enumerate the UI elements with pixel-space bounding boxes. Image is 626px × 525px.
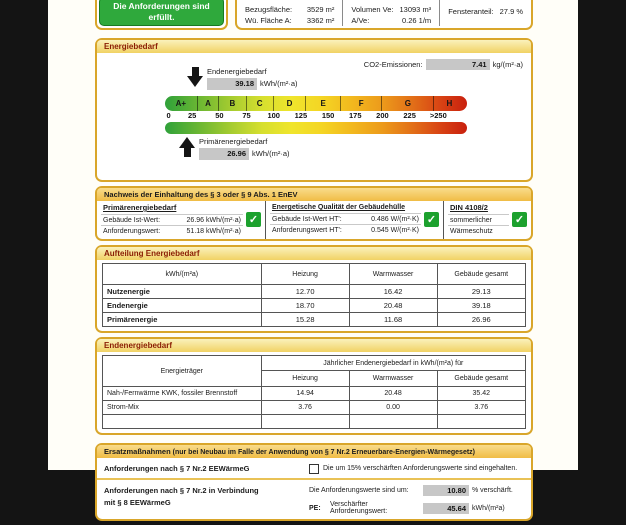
pe-label: PE: — [309, 504, 321, 512]
arrow-down-icon — [187, 67, 203, 87]
field-volumen — [351, 5, 431, 14]
section-aufteilung — [95, 245, 533, 333]
col-header-heizung: Heizung — [261, 264, 349, 285]
nachweis-din-4108 — [443, 201, 531, 239]
row-label: Strom-Mix — [103, 401, 262, 415]
class-segment: B — [219, 96, 246, 111]
span-header: Jährlicher Endenergiebedarf in kWh/(m²a) für — [261, 356, 525, 371]
tick-label: 225 — [403, 111, 416, 120]
cell-value: 12.70 — [261, 285, 349, 299]
primaerenergie-unit: kWh/(m²·a) — [252, 148, 290, 158]
nachweis-primaerenergiebedarf — [97, 201, 265, 239]
section-title — [97, 445, 531, 458]
gradient-band — [165, 122, 467, 134]
endenergie-annotation — [207, 67, 298, 90]
field-value: 3529 m² — [306, 5, 335, 14]
nachweis-body — [97, 201, 531, 239]
nachweis-row — [270, 213, 421, 224]
ersatz-row-2 — [97, 480, 531, 525]
row-label: Nah-/Fernwärme KWK, fossiler Brennstoff — [103, 387, 262, 401]
tick-label: 200 — [376, 111, 389, 120]
requirement-label-line2: mit § 8 EEWärmeG — [104, 497, 171, 507]
check-icon: ✓ — [246, 212, 261, 227]
cell-value: 3.76 — [261, 401, 349, 415]
field-ave — [351, 16, 431, 25]
section-title: Aufteilung Energiebedarf — [97, 247, 531, 260]
cell-value: 20.48 — [349, 387, 437, 401]
status-badge: Die Anforderungen sind erfüllt. — [99, 0, 224, 26]
col-header-warmwasser: Warmwasser — [349, 371, 437, 387]
row-label — [103, 415, 262, 429]
requirement-check-line — [309, 464, 524, 474]
class-segment: F — [341, 96, 382, 111]
tick-label: 50 — [215, 111, 224, 120]
cell-value: 26.96 — [437, 313, 525, 327]
tick-label: 125 — [294, 111, 308, 120]
endenergie-label: Endenergiebedarf — [207, 67, 267, 76]
field-bezugsflaeche — [245, 5, 334, 14]
energiebedarf-body — [97, 53, 531, 182]
arrow-stem — [192, 67, 199, 76]
field-label: Wü. Fläche A: — [245, 16, 292, 25]
primaerenergie-annotation — [199, 137, 290, 160]
efficiency-class-band — [165, 96, 467, 111]
nachweis-row — [448, 225, 509, 236]
section-title-bold: Ersatzmaßnahmen — [104, 447, 171, 456]
nachweis-row — [270, 224, 421, 235]
class-segment: A — [198, 96, 220, 111]
table-row — [103, 313, 526, 327]
verschaerfung-unit: % verschärft. — [472, 487, 513, 495]
table-row — [103, 285, 526, 299]
certificate-content — [95, 0, 533, 521]
co2-emissions-line — [364, 59, 523, 70]
class-segment: C — [247, 96, 274, 111]
column-header: Primärenergiebedarf — [103, 203, 177, 212]
table-row — [103, 401, 526, 415]
endenergie-value-line — [207, 78, 298, 90]
row-label: Primärenergie — [103, 313, 262, 327]
requirement-label: Anforderungen nach § 7 Nr.2 EEWärmeG — [104, 464, 250, 473]
pe-unit: kWh/(m²a) — [472, 504, 505, 512]
table-row — [103, 299, 526, 313]
table-header-row — [103, 264, 526, 285]
col-header-heizung: Heizung — [261, 371, 349, 387]
co2-unit: kg/(m²·a) — [492, 60, 523, 69]
row-value: 51.18 kWh/(m²·a) — [186, 227, 241, 235]
nachweis-row — [101, 225, 243, 236]
cell-value: 18.70 — [261, 299, 349, 313]
section-endenergiebedarf — [95, 337, 533, 435]
table-row — [103, 387, 526, 401]
endenergie-marker — [187, 67, 298, 90]
field-value: 0.26 1/m — [402, 16, 432, 25]
co2-label: CO2-Emissionen: — [363, 60, 423, 69]
cell-value: 3.76 — [437, 401, 525, 415]
tick-label: 150 — [321, 111, 335, 120]
cell-value — [261, 415, 349, 429]
tick-label: 175 — [348, 111, 362, 120]
requirement-label-line1: Anforderungen nach § 7 Nr.2 in Verbindung — [104, 486, 259, 496]
cell-value: 16.42 — [349, 285, 437, 299]
field-fensteranteil — [448, 7, 523, 16]
arrow-stem — [184, 148, 191, 157]
field-label: Bezugsfläche: — [245, 5, 293, 14]
row-value: 26.96 kWh/(m²·a) — [186, 216, 241, 224]
building-data-col-2 — [342, 0, 439, 26]
field-label: Fensteranteil: — [448, 7, 494, 16]
cell-value: 15.28 — [261, 313, 349, 327]
col-header-gesamt: Gebäude gesamt — [437, 264, 525, 285]
status-box — [95, 0, 228, 30]
arrow-head — [179, 137, 195, 148]
row-label: Anforderungswert HT': — [272, 226, 342, 234]
primaerenergie-label: Primärenergiebedarf — [199, 137, 268, 146]
checkbox-unchecked — [309, 464, 319, 474]
requirement-values — [309, 485, 524, 520]
endenergie-table — [102, 355, 526, 429]
section-title-rest: (nur bei Neubau im Falle der Anwendung von § 7 Nr.2 Erneuerbare-Energien-Wärmegesetz) — [170, 449, 475, 456]
field-value: 27.9 % — [499, 7, 523, 16]
efficiency-scale — [165, 96, 467, 134]
cell-value: 29.13 — [437, 285, 525, 299]
class-segment: A+ — [165, 96, 198, 111]
endenergie-value-box: 39.18 — [207, 78, 257, 90]
field-label: Volumen Ve: — [351, 5, 394, 14]
tick-label: >250 — [429, 111, 447, 120]
cell-value — [349, 415, 437, 429]
pe-value-box: 45.64 — [423, 503, 469, 514]
class-segment: H — [446, 99, 453, 108]
field-value: 3362 m² — [306, 16, 335, 25]
nachweis-col-inner — [448, 203, 509, 236]
tick-label: 75 — [242, 111, 251, 120]
tick-label: 25 — [188, 111, 197, 120]
nachweis-row — [101, 214, 243, 225]
cell-value: 0.00 — [349, 401, 437, 415]
cell-value: 11.68 — [349, 313, 437, 327]
row-label: Gebäude Ist-Wert HT': — [272, 215, 342, 223]
verschaerfung-text: Die Anforderungswerte sind um: — [309, 487, 409, 495]
cell-value — [437, 415, 525, 429]
field-value: 13093 m³ — [399, 5, 432, 14]
column-header: Energetische Qualität der Gebäudehülle — [272, 204, 406, 211]
check-icon: ✓ — [512, 212, 527, 227]
arrow-up-icon — [179, 137, 195, 157]
row-label: Anforderungswert: — [103, 227, 161, 235]
field-label: A/Ve: — [351, 16, 370, 25]
class-segment: D — [274, 96, 307, 111]
verschaerfung-line — [309, 485, 524, 496]
row-label: Wärmeschutz — [450, 227, 493, 235]
primaerenergie-value-line — [199, 148, 290, 160]
cell-value: 39.18 — [437, 299, 525, 313]
table-row-empty — [103, 415, 526, 429]
class-segment: E — [306, 96, 341, 111]
col-header-unit: kWh/(m²a) — [103, 264, 262, 285]
pe-text: Verschärfter Anforderungswert: — [330, 501, 388, 516]
nachweis-col-inner — [101, 203, 243, 236]
cell-value: 35.42 — [437, 387, 525, 401]
field-wue-flaeche — [245, 16, 334, 25]
building-data-box — [235, 0, 533, 30]
section-title: Nachweis der Einhaltung des § 3 oder § 9 Abs. 1 EnEV — [97, 188, 531, 201]
row-label: Endenergie — [103, 299, 262, 313]
col-header-gesamt: Gebäude gesamt — [437, 371, 525, 387]
endenergie-unit: kWh/(m²·a) — [260, 78, 298, 88]
aufteilung-table — [102, 263, 526, 327]
row-value: 0.545 W/(m²·K) — [371, 226, 419, 234]
pe-line — [309, 501, 524, 515]
building-data-col-1 — [237, 0, 342, 26]
tick-label: 0 — [166, 111, 171, 120]
section-nachweis — [95, 186, 533, 241]
verschaerfung-value-box: 10.80 — [423, 485, 469, 496]
cell-value: 14.94 — [261, 387, 349, 401]
cell-value: 20.48 — [349, 299, 437, 313]
section-title: Energiebedarf — [97, 40, 531, 53]
nachweis-col-inner — [270, 204, 421, 235]
scale-tick-labels — [165, 111, 467, 122]
check-icon: ✓ — [424, 212, 439, 227]
primaerenergie-marker — [179, 137, 290, 160]
column-header: DIN 4108/2 — [450, 203, 488, 212]
certificate-page — [48, 0, 578, 516]
col-header-warmwasser: Warmwasser — [349, 264, 437, 285]
ersatz-row-1 — [97, 458, 531, 480]
section-ersatzmassnahmen — [95, 443, 533, 521]
class-segment: G — [382, 96, 434, 111]
nachweis-gebaeudehuelle — [265, 201, 443, 239]
col-header-energietraeger: Energieträger — [103, 356, 262, 387]
arrow-head — [187, 76, 203, 87]
row-value: 0.486 W/(m²·K) — [371, 215, 419, 223]
nachweis-row — [448, 214, 509, 225]
building-data-col-3 — [439, 0, 531, 26]
row-label: Nutzenergie — [103, 285, 262, 299]
top-summary-row — [95, 0, 533, 30]
primaerenergie-value-box: 26.96 — [199, 148, 249, 160]
section-title: Endenergiebedarf — [97, 339, 531, 352]
checkbox-label: Die um 15% verschärften Anforderungswerte sind eingehalten. — [323, 465, 518, 473]
row-label: sommerlicher — [450, 216, 493, 224]
table-header-row — [103, 356, 526, 371]
row-label: Gebäude Ist-Wert: — [103, 216, 161, 224]
requirement-label — [104, 485, 309, 508]
section-energiebedarf — [95, 38, 533, 182]
tick-label: 100 — [267, 111, 280, 120]
co2-value-box: 7.41 — [426, 59, 490, 70]
